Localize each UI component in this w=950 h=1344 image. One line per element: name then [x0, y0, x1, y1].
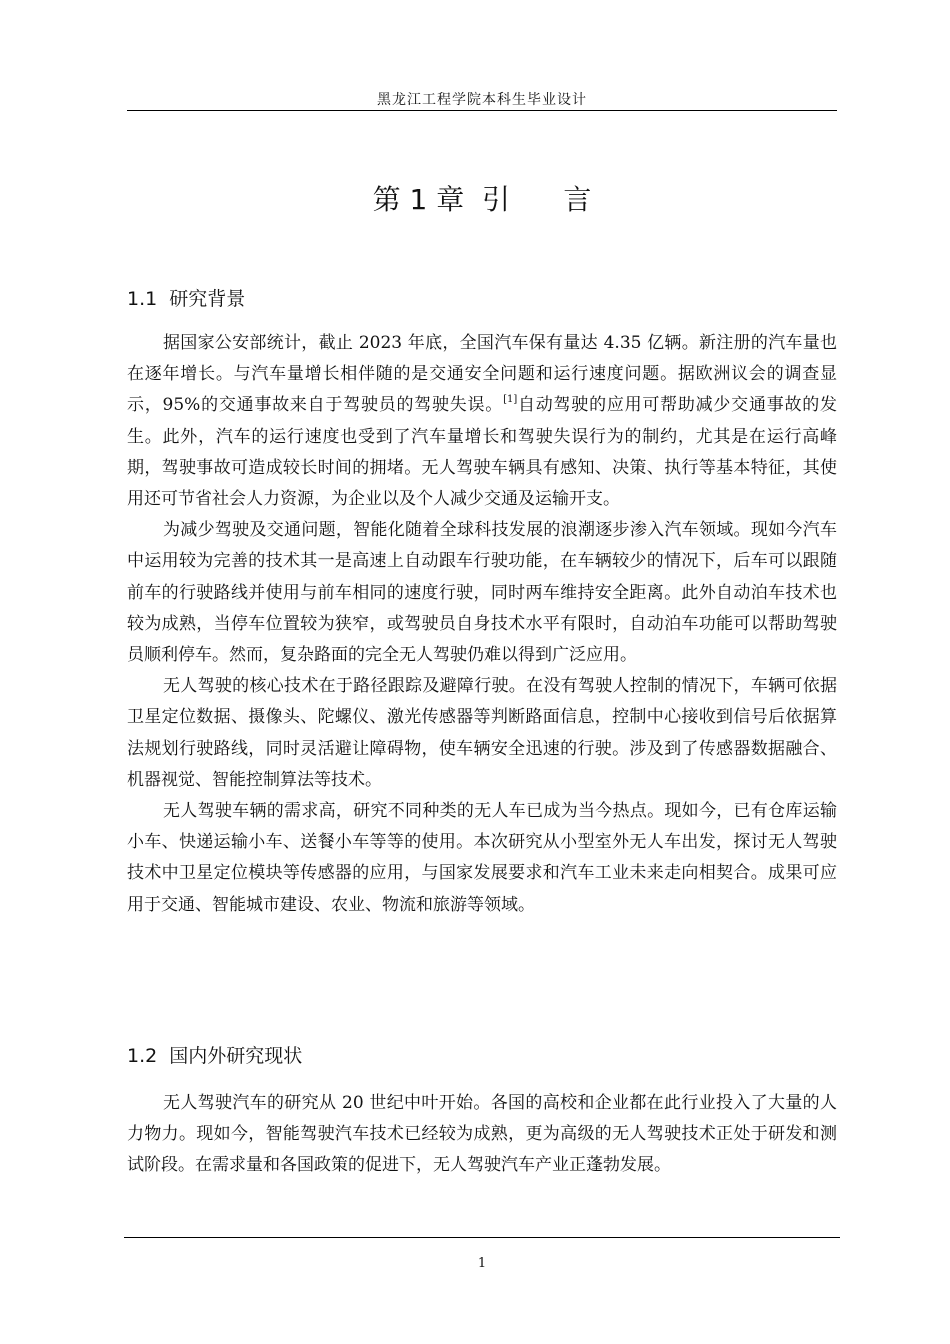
section-title: 研究背景 [169, 288, 246, 310]
paragraph: 为减少驾驶及交通问题，智能化随着全球科技发展的浪潮逐步渗入汽车领域。现如今汽车中运用较为完善的技术其一是高速上自动跟车行驶功能，在车辆较少的情况下，后车可以跟随前车的行驶路线并使用与前车相同的速度行驶，同时两车维持安全距离。此外自动泊车技术也较为成熟，当停车位置较为狭窄，或驾驶员自身技术水平有限时，自动泊车功能可以帮助驾驶员顺利停车。然而，复杂路面的完全无人驾驶仍难以得到广泛应用。 [127, 520, 837, 666]
section-heading-1-2 [127, 1042, 837, 1070]
paragraph: 无人驾驶的核心技术在于路径跟踪及避障行驶。在没有驾驶人控制的情况下，车辆可依据卫星定位数据、摄像头、陀螺仪、激光传感器等判断路面信息，控制中心接收到信号后依据算法规划行驶路线，同时灵活避让障碍物，使车辆安全迅速的行驶。涉及到了传感器数据融合、机器视觉、智能控制算法等技术。 [127, 676, 837, 790]
paragraph: 无人驾驶车辆的需求高，研究不同种类的无人车已成为当今热点。现如今，已有仓库运输小车、快递运输小车、送餐小车等等的使用。本次研究从小型室外无人车出发，探讨无人驾驶技术中卫星定位模块等传感器的应用，与国家发展要求和汽车工业未来走向相契合。成果可应用于交通、智能城市建设、农业、物流和旅游等领域。 [127, 801, 837, 915]
paragraph-text: 据国家公安部统计，截止 2023 年底，全国汽车保有量达 4.35 亿辆。新注册的汽车量也在逐年增长。与汽车量增长相伴随的是交通安全问题和运行速度问题。据欧洲议会的调查显示，95%的交通事故来自于驾驶员的驾驶失误。 [127, 333, 837, 416]
footer-rule [124, 1237, 840, 1238]
paragraph-text: 自动驾驶的应用可帮助减少交通事故的发生。此外，汽车的运行速度也受到了汽车量增长和驾驶失误行为的制约，尤其是在运行高峰期，驾驶事故可造成较长时间的拥堵。无人驾驶车辆具有感知、决策、执行等基本特征，其使用还可节省社会人力资源，为企业以及个人减少交通及运输开支。 [127, 395, 838, 510]
header-rule [127, 110, 837, 111]
section-heading-1-1 [127, 285, 837, 313]
paragraph: 无人驾驶汽车的研究从 20 世纪中叶开始。各国的高校和企业都在此行业投入了大量的人力物力。现如今，智能驾驶汽车技术已经较为成熟，更为高级的无人驾驶技术正处于研发和测试阶段。在需求量和各国政策的促进下，无人驾驶汽车产业正蓬勃发展。 [127, 1093, 837, 1176]
section-title: 国内外研究现状 [169, 1045, 303, 1067]
section-number: 1.2 [127, 1045, 158, 1067]
section-body-1-1 [127, 328, 837, 921]
page-header: 黑龙江工程学院本科生毕业设计 [377, 92, 587, 108]
chapter-title: 第 1 章 引 言 [372, 183, 592, 216]
citation-reference: [1] [503, 394, 518, 406]
section-body-1-2 [127, 1088, 837, 1182]
section-number: 1.1 [127, 288, 158, 310]
paragraph [127, 328, 837, 515]
page-number: 1 [477, 1256, 487, 1271]
